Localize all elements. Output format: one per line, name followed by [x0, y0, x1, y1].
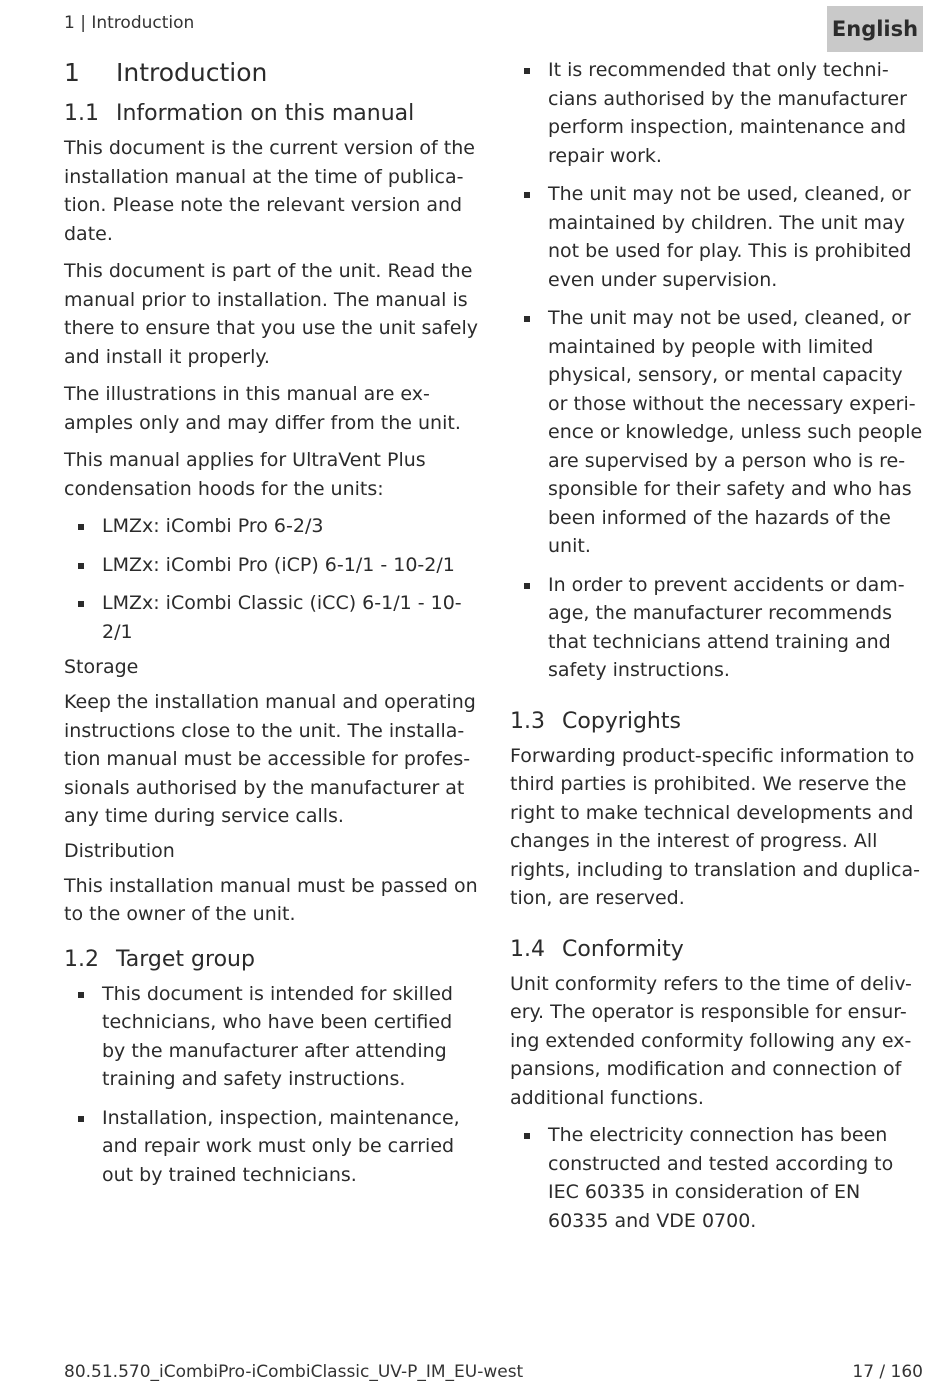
list-item: [510, 56, 924, 170]
list-item: [64, 589, 478, 646]
running-header-section: 1 | Introduction: [64, 13, 195, 33]
footer-page-number: 17 / 160: [852, 1362, 923, 1382]
paragraph: This installation manual must be passed on to the owner of the unit.: [64, 874, 478, 925]
right-column: [510, 56, 924, 1245]
section-heading-1-3: [510, 709, 924, 734]
language-tab: English: [827, 6, 923, 52]
list-item: [64, 551, 478, 580]
left-column: [64, 56, 478, 1199]
bullet-icon: [524, 68, 530, 74]
list-item-text: The electricity connection has been constructed and tested according to IEC 60335 in consideration of EN 60335 and VDE 0700.: [548, 1124, 894, 1232]
list-item-text: This document is intended for skilled technicians, who have been certified by the manufacturer after attending training and safety instructions.: [102, 982, 453, 1090]
bullet-icon: [524, 1133, 530, 1139]
list-item: [510, 180, 924, 294]
bullet-icon: [78, 601, 84, 607]
section-title: Information on this manual: [116, 101, 415, 126]
paragraph: Unit conformity refers to the time of deliv-ery. The operator is responsible for ensur-ing extended conformity following any ex-pansions, modification and connection of additional functions.: [510, 972, 912, 1109]
list-item: [510, 304, 924, 561]
chapter-heading: [64, 58, 478, 87]
list-item: [64, 512, 478, 541]
paragraph: Keep the installation manual and operating instructions close to the unit. The installa-tion manual must be accessible for profes-sionals authorised by the manufacturer at any time during service calls.: [64, 691, 476, 827]
bullet-icon: [78, 524, 84, 530]
bullet-icon: [78, 992, 84, 998]
bullet-icon: [524, 316, 530, 322]
distribution-heading: Distribution: [64, 839, 175, 862]
list-item-text: Installation, inspection, maintenance, and repair work must only be carried out by trained technicians.: [102, 1106, 460, 1186]
target-group-list-continued: [510, 56, 924, 685]
paragraph: This document is part of the unit. Read the manual prior to installation. The manual is there to ensure that you use the unit safely and install it properly.: [64, 260, 478, 368]
section-heading-1-2: [64, 947, 478, 972]
unit-list: [64, 512, 478, 646]
list-item-text: It is recommended that only techni-cians authorised by the manufacturer perform inspection, maintenance and repair work.: [548, 59, 907, 167]
section-heading-1-4: [510, 937, 924, 962]
list-item-text: The unit may not be used, cleaned, or maintained by children. The unit may not be used for play. This is prohibited even under supervision.: [548, 183, 912, 291]
section-number: 1.4: [510, 936, 545, 962]
list-item-text: LMZx: iCombi Pro (iCP) 6-1/1 - 10-2/1: [102, 553, 455, 576]
list-item: [64, 980, 478, 1094]
paragraph: The illustrations in this manual are ex-amples only and may differ from the unit.: [64, 383, 461, 434]
section-number: 1.1: [64, 101, 99, 126]
list-item-text: In order to prevent accidents or dam-age, the manufacturer recommends that technicians attend training and safety instructions.: [548, 573, 905, 681]
paragraph: This manual applies for UltraVent Plus condensation hoods for the units:: [64, 449, 426, 500]
section-title: Copyrights: [562, 708, 681, 734]
list-item: [510, 571, 924, 685]
chapter-number: 1: [64, 58, 80, 87]
section-number: 1.3: [510, 708, 545, 734]
list-item-text: LMZx: iCombi Classic (iCC) 6-1/1 - 10-2/1: [102, 592, 462, 643]
list-item-text: The unit may not be used, cleaned, or maintained by people with limited physical, sensory, or mental capacity or those without the necessary experi-ence or knowledge, unless such people are supervised by a person who is re-sponsible for their safety and who has been informed of the hazards of the unit.: [548, 307, 923, 557]
bullet-icon: [78, 563, 84, 569]
list-item: [510, 1121, 924, 1235]
conformity-list: [510, 1121, 924, 1235]
bullet-icon: [524, 583, 530, 589]
section-title: Target group: [116, 946, 255, 972]
bullet-icon: [524, 192, 530, 198]
paragraph: This document is the current version of the installation manual at the time of publica-tion. Please note the relevant version and date.: [64, 137, 475, 245]
paragraph: Forwarding product-specific information to third parties is prohibited. We reserve the right to make technical developments and changes in the interest of progress. All rights, including to translation and duplica-tion, are reserved.: [510, 744, 920, 909]
chapter-title: Introduction: [116, 58, 268, 87]
list-item: [64, 1104, 478, 1190]
storage-heading: Storage: [64, 656, 139, 678]
list-item-text: LMZx: iCombi Pro 6-2/3: [102, 515, 324, 537]
footer-document-id: 80.51.570_iCombiPro-iCombiClassic_UV-P_IM_EU-west: [64, 1362, 524, 1382]
section-heading-1-1: [64, 101, 478, 126]
bullet-icon: [78, 1116, 84, 1122]
target-group-list: [64, 980, 478, 1190]
section-number: 1.2: [64, 946, 99, 972]
section-title: Conformity: [562, 936, 684, 962]
